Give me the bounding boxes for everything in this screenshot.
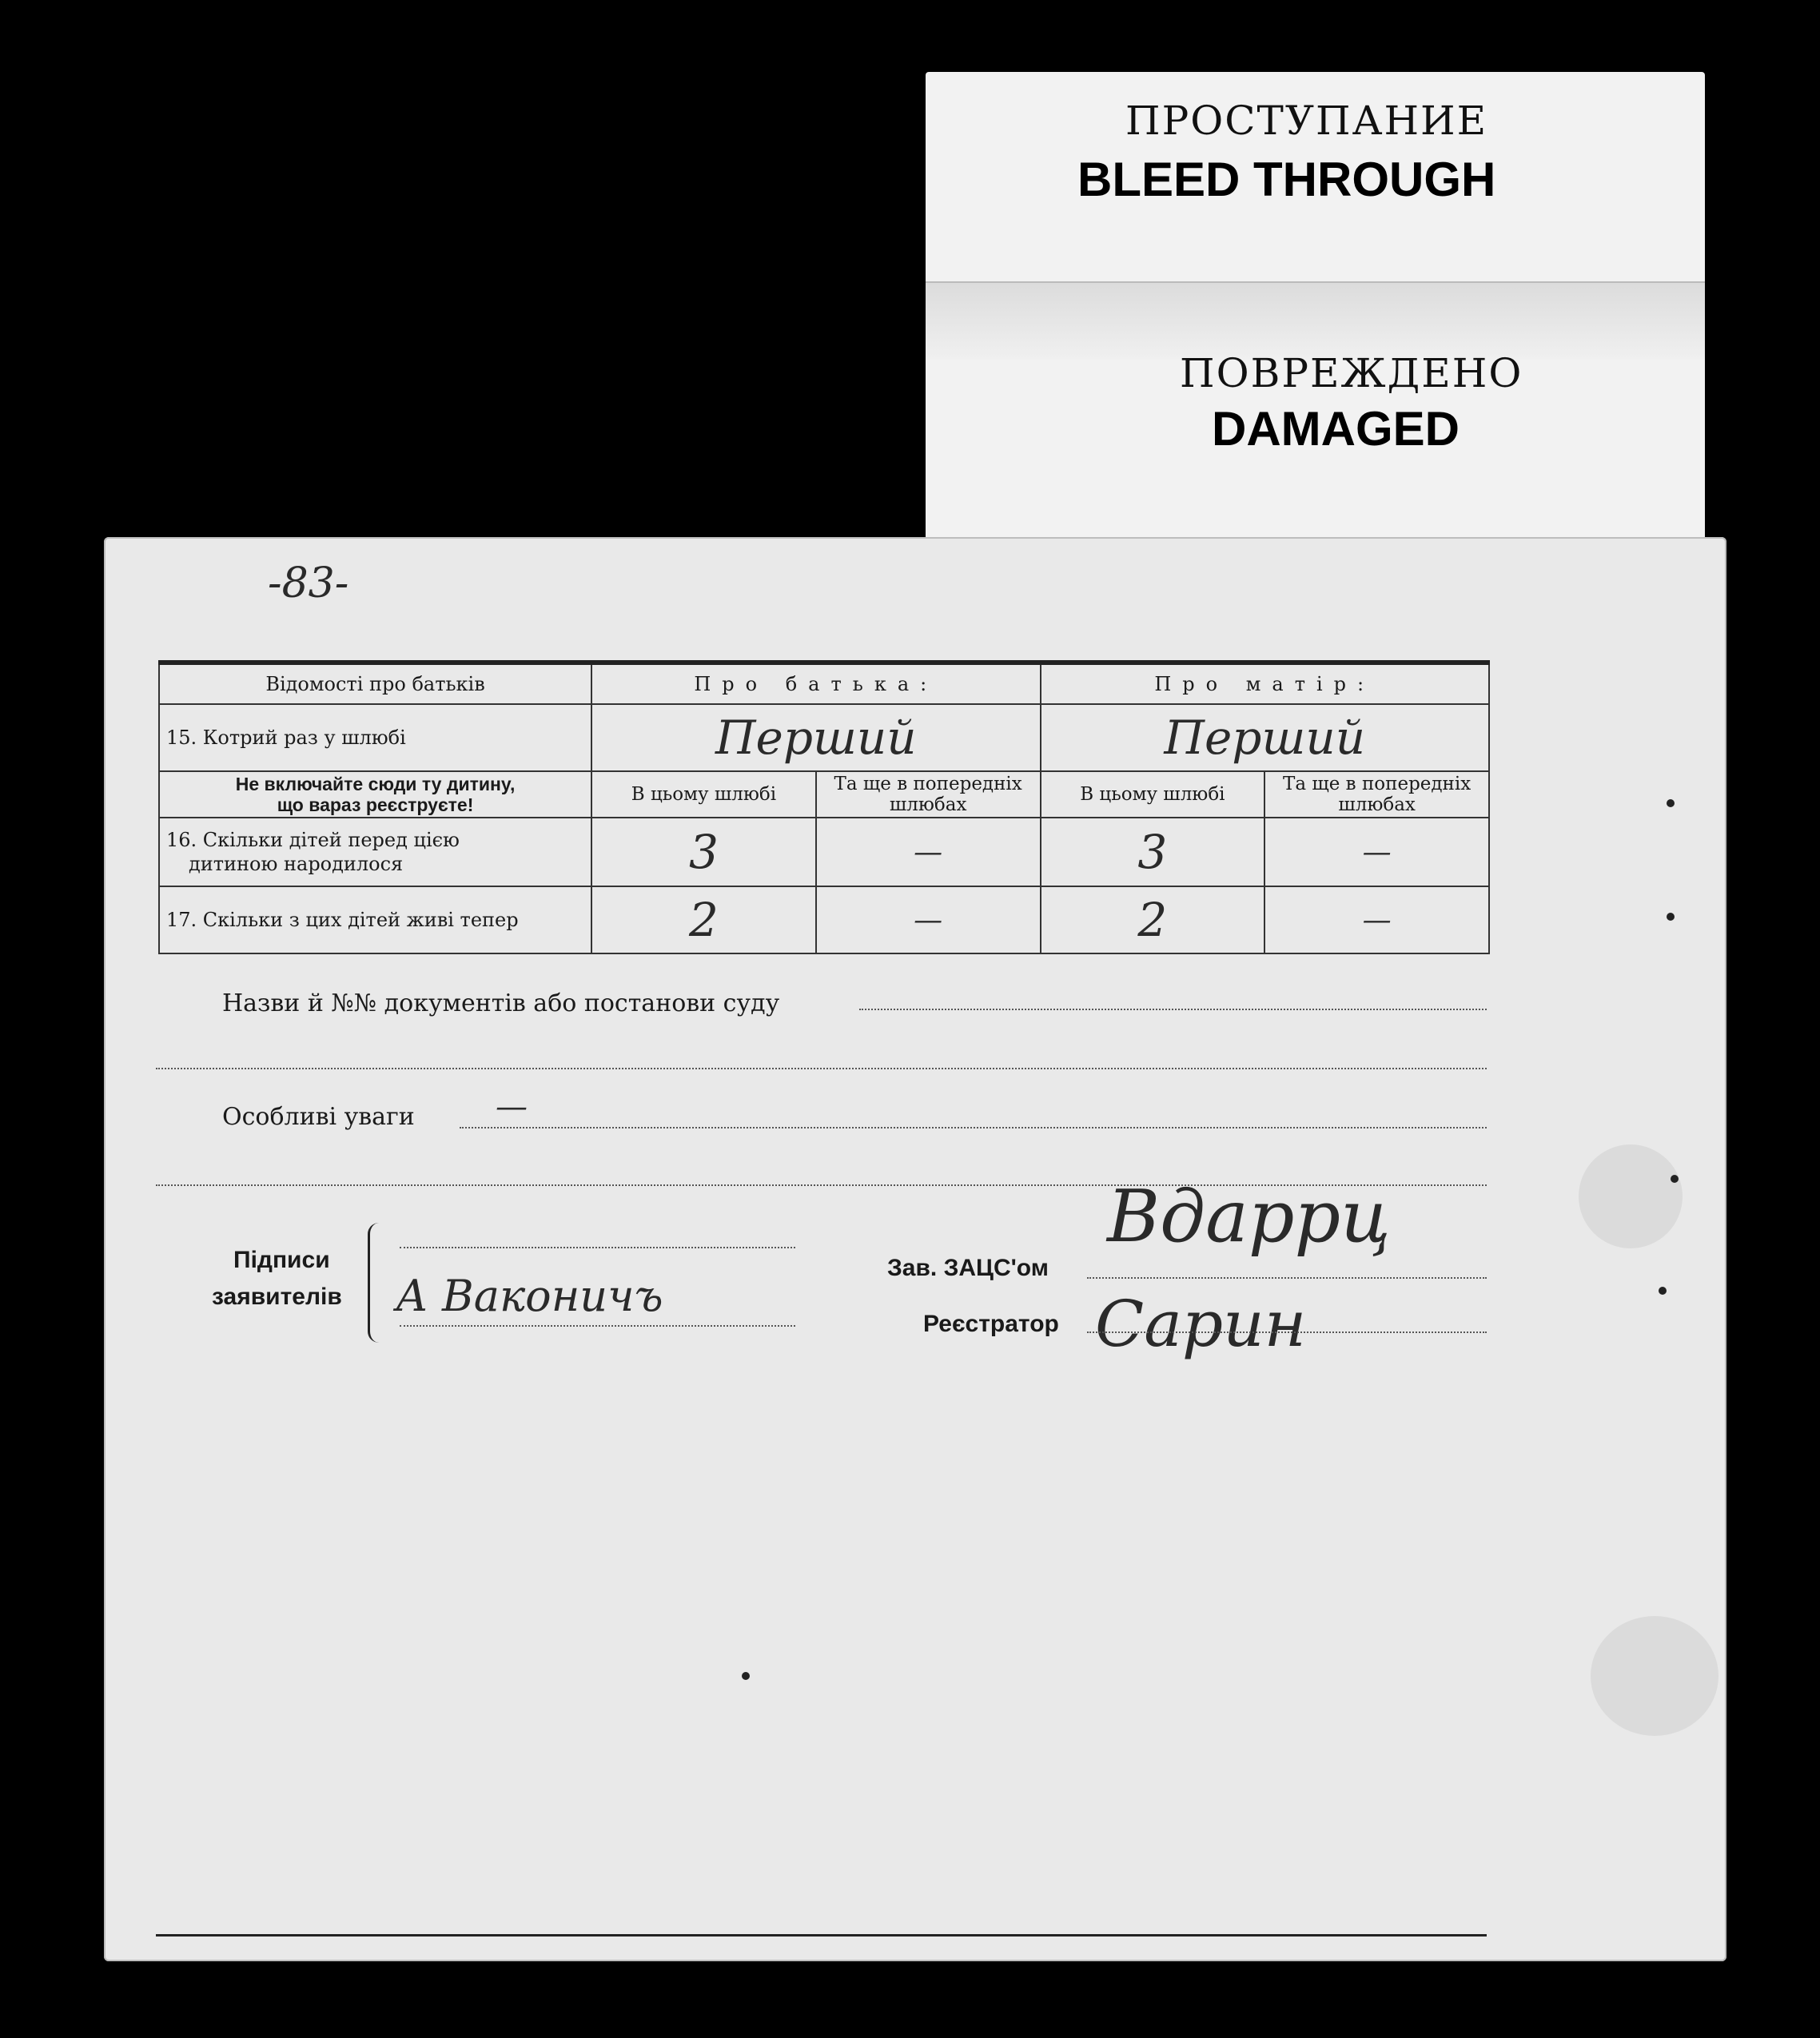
ink-dot xyxy=(1667,799,1675,807)
row16-mother-this: 3 xyxy=(1137,825,1168,879)
notice-line-2: що вараз реєструєте! xyxy=(277,794,474,815)
signatures-brace xyxy=(368,1223,388,1343)
row16-mother-prev: — xyxy=(1362,835,1392,869)
row15-label: 15. Котрий раз у шлюбі xyxy=(159,704,591,771)
row17-mother-this-cell xyxy=(1041,886,1265,953)
row15-mother-value: Перший xyxy=(1164,711,1366,765)
father-previous-marriages-header: Та ще в попередніх шлюбах xyxy=(816,771,1041,818)
bottom-rule xyxy=(156,1934,1487,1936)
head-label: Зав. ЗАЦС'ом xyxy=(887,1255,1049,1281)
table-row xyxy=(159,818,1489,886)
mother-previous-marriages-header: Та ще в попередніх шлюбах xyxy=(1264,771,1489,818)
ink-dot xyxy=(1667,913,1675,921)
documents-label: Назви й №№ документів або постанови суду xyxy=(222,989,780,1017)
table-header-row xyxy=(159,663,1489,704)
row17-father-prev: — xyxy=(914,903,943,937)
header-mother: Про матір: xyxy=(1041,663,1489,704)
row16-father-this: 3 xyxy=(688,825,719,879)
table-row xyxy=(159,771,1489,818)
notes-line xyxy=(460,1127,1487,1128)
row17-father-this: 2 xyxy=(688,893,719,947)
head-line xyxy=(1087,1277,1487,1279)
row15-father-cell xyxy=(591,704,1040,771)
table-row xyxy=(159,886,1489,953)
row16-father-prev: — xyxy=(914,835,943,869)
registrar-line xyxy=(1087,1331,1487,1333)
page-number-mark: -83- xyxy=(268,559,349,607)
applicant-line-1 xyxy=(400,1247,795,1248)
row17-mother-this: 2 xyxy=(1137,893,1168,947)
ink-dot xyxy=(1659,1287,1667,1295)
bleed-through-ru: ПРОСТУПАНИЕ xyxy=(1125,98,1488,144)
row15-father-value: Перший xyxy=(715,711,917,765)
signatures-label-2: заявителів xyxy=(212,1284,342,1310)
applicant-signature: А Ваконичъ xyxy=(396,1271,663,1321)
notice-line-1: Не включайте сюди ту дитину, xyxy=(235,774,516,794)
bleed-through-en: BLEED THROUGH xyxy=(1077,153,1496,206)
row15-mother-cell xyxy=(1041,704,1489,771)
damaged-ru: ПОВРЕЖДЕНО xyxy=(1180,350,1523,396)
head-signature: Вдаррц xyxy=(1107,1175,1391,1259)
parents-info-table xyxy=(158,660,1490,954)
documents-line xyxy=(859,1009,1487,1010)
notice-cell xyxy=(159,771,591,818)
card-fold xyxy=(926,281,1705,360)
registrar-signature: Сарин xyxy=(1095,1287,1307,1361)
row16-father-prev-cell xyxy=(816,818,1041,886)
row17-father-prev-cell xyxy=(816,886,1041,953)
notes-label: Особливі уваги xyxy=(222,1103,415,1131)
registrar-label: Реєстратор xyxy=(923,1311,1059,1337)
row16-label-line-2: дитиною народилося xyxy=(189,853,404,875)
row17-mother-prev: — xyxy=(1362,903,1392,937)
ink-dot xyxy=(1671,1175,1679,1183)
header-father: Про батька: xyxy=(591,663,1040,704)
row16-label xyxy=(159,818,591,886)
damage-stain xyxy=(1579,1144,1683,1248)
damage-stain xyxy=(1591,1616,1718,1736)
row16-mother-this-cell xyxy=(1041,818,1265,886)
row17-father-this-cell xyxy=(591,886,816,953)
row16-father-this-cell xyxy=(591,818,816,886)
ink-dot xyxy=(742,1672,750,1680)
archive-target-card xyxy=(926,72,1705,543)
applicant-line-2 xyxy=(400,1325,795,1327)
signatures-label: Підписи xyxy=(233,1247,330,1273)
father-this-marriage-header: В цьому шлюбі xyxy=(591,771,816,818)
notes-value: — xyxy=(496,1089,528,1125)
damaged-en: DAMAGED xyxy=(1212,402,1460,456)
table-row xyxy=(159,704,1489,771)
row16-label-line-1: 16. Скільки дітей перед цією xyxy=(166,829,460,851)
row16-mother-prev-cell xyxy=(1264,818,1489,886)
documents-line-2 xyxy=(156,1068,1487,1069)
mother-this-marriage-header: В цьому шлюбі xyxy=(1041,771,1265,818)
row17-label: 17. Скільки з цих дітей живі тепер xyxy=(159,886,591,953)
header-parents-info: Відомості про батьків xyxy=(159,663,591,704)
row17-mother-prev-cell xyxy=(1264,886,1489,953)
